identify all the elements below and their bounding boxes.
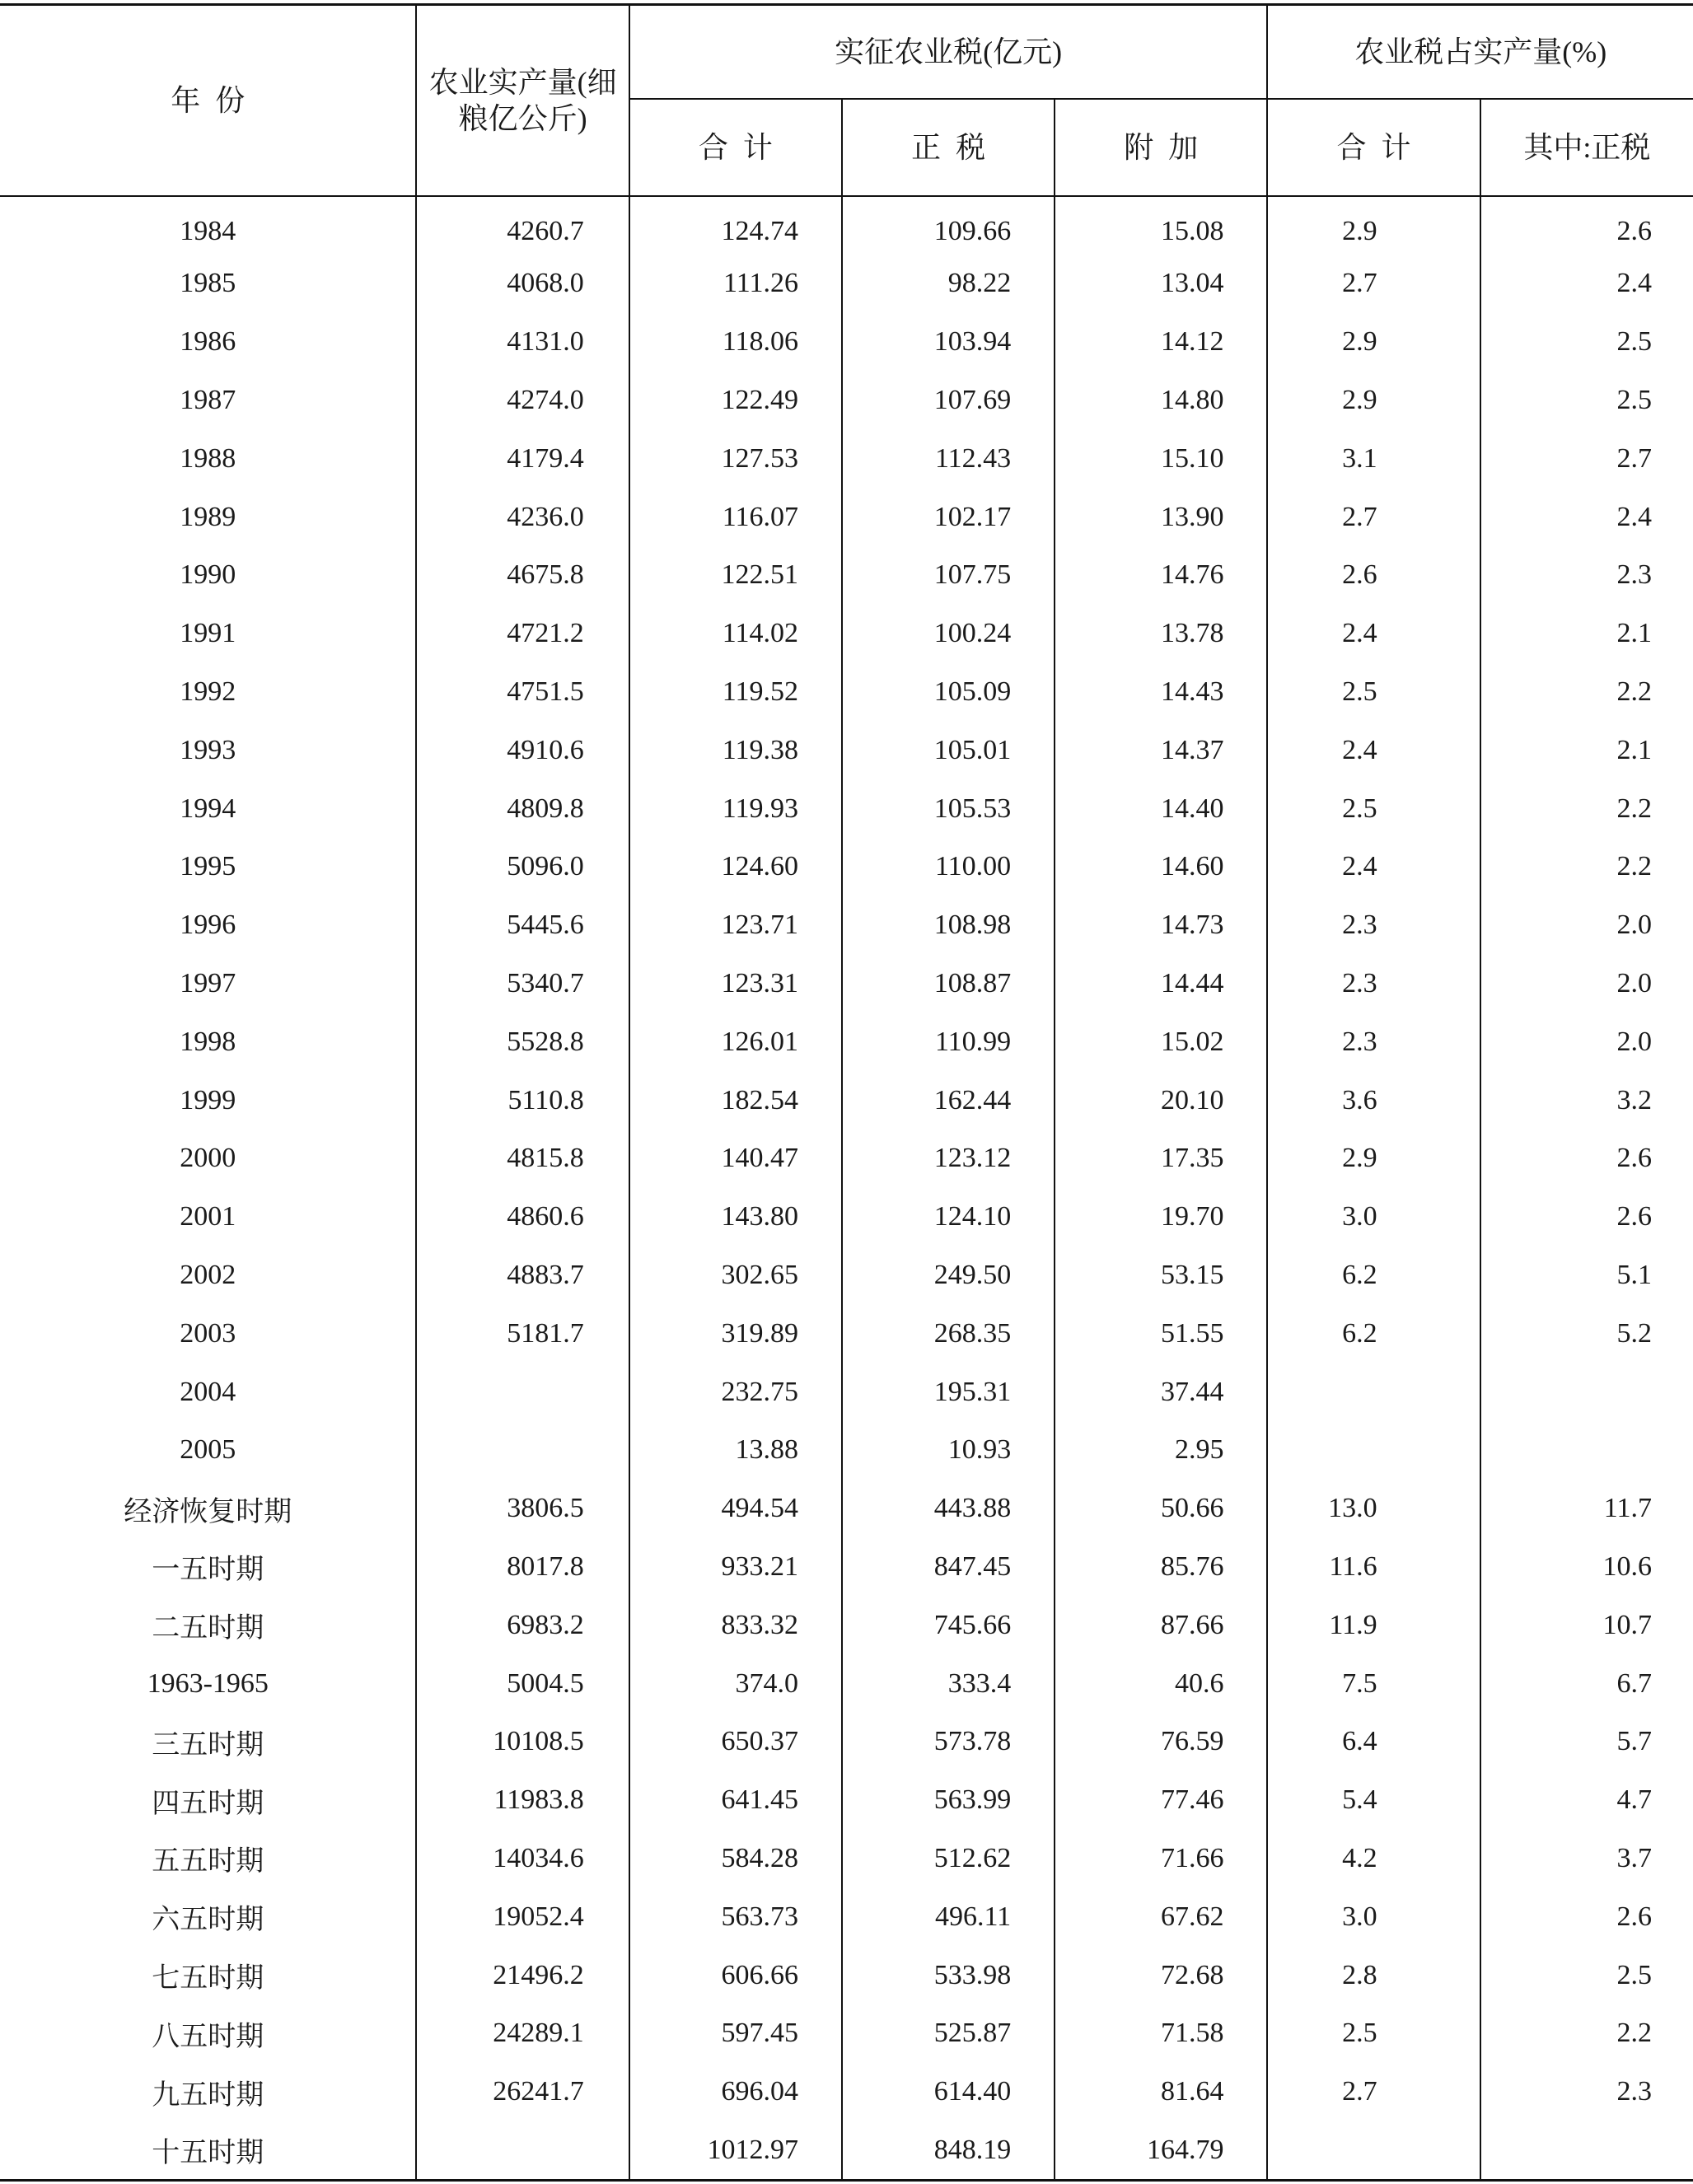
cell-tax-main: 563.99 bbox=[842, 1771, 1055, 1830]
cell-tax-surcharge: 15.10 bbox=[1055, 429, 1267, 488]
cell-ratio-total: 4.2 bbox=[1267, 1830, 1480, 1888]
cell-tax-surcharge: 77.46 bbox=[1055, 1771, 1267, 1830]
cell-output: 3806.5 bbox=[416, 1480, 629, 1538]
cell-year: 2001 bbox=[0, 1188, 416, 1246]
cell-output bbox=[416, 1363, 629, 1421]
cell-ratio-main: 2.0 bbox=[1480, 1012, 1693, 1071]
table-row bbox=[0, 1421, 1693, 1480]
cell-output: 8017.8 bbox=[416, 1538, 629, 1597]
cell-output: 5181.7 bbox=[416, 1304, 629, 1363]
header-ratio-main: 其中:正税 bbox=[1480, 99, 1693, 196]
table-row bbox=[0, 779, 1693, 838]
cell-tax-main: 108.98 bbox=[842, 896, 1055, 955]
cell-tax-surcharge: 50.66 bbox=[1055, 1480, 1267, 1538]
cell-ratio-main: 2.2 bbox=[1480, 663, 1693, 722]
cell-tax-total: 319.89 bbox=[629, 1304, 842, 1363]
cell-tax-total: 606.66 bbox=[629, 1946, 842, 2004]
cell-year: 1989 bbox=[0, 488, 416, 546]
table-row bbox=[0, 721, 1693, 779]
cell-ratio-main: 3.7 bbox=[1480, 1830, 1693, 1888]
cell-tax-main: 100.24 bbox=[842, 605, 1055, 663]
cell-ratio-total: 3.1 bbox=[1267, 429, 1480, 488]
cell-tax-total: 122.49 bbox=[629, 372, 842, 430]
cell-tax-main: 103.94 bbox=[842, 313, 1055, 372]
cell-tax-surcharge: 14.73 bbox=[1055, 896, 1267, 955]
cell-tax-surcharge: 14.76 bbox=[1055, 546, 1267, 605]
cell-year: 1984 bbox=[0, 196, 416, 255]
cell-ratio-main bbox=[1480, 1363, 1693, 1421]
cell-tax-main: 108.87 bbox=[842, 955, 1055, 1013]
table-row bbox=[0, 255, 1693, 313]
cell-output: 26241.7 bbox=[416, 2063, 629, 2121]
cell-tax-surcharge: 14.44 bbox=[1055, 955, 1267, 1013]
cell-tax-main: 573.78 bbox=[842, 1713, 1055, 1771]
cell-tax-total: 124.74 bbox=[629, 196, 842, 255]
cell-year: 1994 bbox=[0, 779, 416, 838]
table-row bbox=[0, 1596, 1693, 1654]
agricultural-tax-table bbox=[0, 3, 1693, 2182]
cell-tax-total: 122.51 bbox=[629, 546, 842, 605]
cell-tax-surcharge: 72.68 bbox=[1055, 1946, 1267, 2004]
cell-tax-surcharge: 14.12 bbox=[1055, 313, 1267, 372]
cell-ratio-main: 2.1 bbox=[1480, 605, 1693, 663]
cell-year: 九五时期 bbox=[0, 2063, 416, 2121]
cell-ratio-main: 5.7 bbox=[1480, 1713, 1693, 1771]
cell-ratio-total: 2.8 bbox=[1267, 1946, 1480, 2004]
table-row bbox=[0, 1538, 1693, 1597]
table-row bbox=[0, 1246, 1693, 1305]
cell-tax-surcharge: 19.70 bbox=[1055, 1188, 1267, 1246]
cell-tax-total: 140.47 bbox=[629, 1129, 842, 1188]
cell-ratio-total bbox=[1267, 1421, 1480, 1480]
cell-tax-surcharge: 71.66 bbox=[1055, 1830, 1267, 1888]
cell-ratio-main: 2.5 bbox=[1480, 372, 1693, 430]
cell-output: 21496.2 bbox=[416, 1946, 629, 2004]
cell-ratio-main: 2.0 bbox=[1480, 955, 1693, 1013]
cell-year: 三五时期 bbox=[0, 1713, 416, 1771]
cell-year: 五五时期 bbox=[0, 1830, 416, 1888]
cell-tax-main: 512.62 bbox=[842, 1830, 1055, 1888]
cell-tax-surcharge: 87.66 bbox=[1055, 1596, 1267, 1654]
cell-output: 4809.8 bbox=[416, 779, 629, 838]
cell-ratio-total: 2.6 bbox=[1267, 546, 1480, 605]
cell-year: 1963-1965 bbox=[0, 1654, 416, 1713]
cell-tax-main: 124.10 bbox=[842, 1188, 1055, 1246]
cell-tax-surcharge: 81.64 bbox=[1055, 2063, 1267, 2121]
cell-tax-total: 182.54 bbox=[629, 1071, 842, 1129]
cell-output: 4751.5 bbox=[416, 663, 629, 722]
cell-year: 2005 bbox=[0, 1421, 416, 1480]
table-row bbox=[0, 1830, 1693, 1888]
cell-year: 1999 bbox=[0, 1071, 416, 1129]
table-row bbox=[0, 2063, 1693, 2121]
table-row bbox=[0, 896, 1693, 955]
cell-ratio-main bbox=[1480, 1421, 1693, 1480]
cell-tax-total: 118.06 bbox=[629, 313, 842, 372]
cell-ratio-main: 2.3 bbox=[1480, 2063, 1693, 2121]
cell-ratio-total: 2.7 bbox=[1267, 488, 1480, 546]
cell-tax-total: 127.53 bbox=[629, 429, 842, 488]
cell-tax-main: 848.19 bbox=[842, 2121, 1055, 2181]
cell-ratio-main: 2.6 bbox=[1480, 196, 1693, 255]
cell-tax-surcharge: 14.37 bbox=[1055, 721, 1267, 779]
table-row bbox=[0, 196, 1693, 255]
cell-output: 11983.8 bbox=[416, 1771, 629, 1830]
cell-ratio-total: 2.9 bbox=[1267, 372, 1480, 430]
cell-output: 4815.8 bbox=[416, 1129, 629, 1188]
cell-output: 6983.2 bbox=[416, 1596, 629, 1654]
cell-tax-main: 496.11 bbox=[842, 1887, 1055, 1946]
cell-output: 4236.0 bbox=[416, 488, 629, 546]
cell-tax-surcharge: 67.62 bbox=[1055, 1887, 1267, 1946]
table-header bbox=[0, 5, 1693, 197]
cell-ratio-main: 10.7 bbox=[1480, 1596, 1693, 1654]
cell-year: 2000 bbox=[0, 1129, 416, 1188]
cell-output: 5110.8 bbox=[416, 1071, 629, 1129]
cell-ratio-main: 4.7 bbox=[1480, 1771, 1693, 1830]
cell-tax-surcharge: 14.60 bbox=[1055, 838, 1267, 896]
cell-tax-surcharge: 17.35 bbox=[1055, 1129, 1267, 1188]
cell-tax-surcharge: 14.43 bbox=[1055, 663, 1267, 722]
table-row bbox=[0, 1363, 1693, 1421]
cell-ratio-total: 11.6 bbox=[1267, 1538, 1480, 1597]
cell-tax-main: 249.50 bbox=[842, 1246, 1055, 1305]
cell-year: 1997 bbox=[0, 955, 416, 1013]
cell-tax-total: 119.52 bbox=[629, 663, 842, 722]
table-row bbox=[0, 1480, 1693, 1538]
cell-tax-total: 111.26 bbox=[629, 255, 842, 313]
table-row bbox=[0, 2004, 1693, 2063]
cell-ratio-main: 2.2 bbox=[1480, 2004, 1693, 2063]
cell-ratio-total: 2.5 bbox=[1267, 663, 1480, 722]
cell-ratio-main: 2.4 bbox=[1480, 255, 1693, 313]
cell-output: 4274.0 bbox=[416, 372, 629, 430]
cell-ratio-main: 2.0 bbox=[1480, 896, 1693, 955]
cell-year: 1992 bbox=[0, 663, 416, 722]
table-row bbox=[0, 1071, 1693, 1129]
cell-tax-main: 443.88 bbox=[842, 1480, 1055, 1538]
cell-tax-main: 268.35 bbox=[842, 1304, 1055, 1363]
cell-tax-main: 112.43 bbox=[842, 429, 1055, 488]
cell-tax-surcharge: 37.44 bbox=[1055, 1363, 1267, 1421]
cell-tax-surcharge: 71.58 bbox=[1055, 2004, 1267, 2063]
cell-tax-surcharge: 20.10 bbox=[1055, 1071, 1267, 1129]
cell-tax-total: 563.73 bbox=[629, 1887, 842, 1946]
cell-year: 一五时期 bbox=[0, 1538, 416, 1597]
cell-year: 2002 bbox=[0, 1246, 416, 1305]
cell-tax-surcharge: 2.95 bbox=[1055, 1421, 1267, 1480]
cell-tax-total: 123.31 bbox=[629, 955, 842, 1013]
cell-tax-total: 696.04 bbox=[629, 2063, 842, 2121]
cell-ratio-total: 2.3 bbox=[1267, 896, 1480, 955]
cell-output: 10108.5 bbox=[416, 1713, 629, 1771]
cell-output: 4131.0 bbox=[416, 313, 629, 372]
cell-output: 4883.7 bbox=[416, 1246, 629, 1305]
cell-ratio-main: 2.5 bbox=[1480, 1946, 1693, 2004]
cell-ratio-main: 5.1 bbox=[1480, 1246, 1693, 1305]
cell-ratio-total: 6.2 bbox=[1267, 1246, 1480, 1305]
cell-tax-surcharge: 15.08 bbox=[1055, 196, 1267, 255]
cell-output: 5096.0 bbox=[416, 838, 629, 896]
table-body bbox=[0, 196, 1693, 2181]
table-row bbox=[0, 1771, 1693, 1830]
table-row bbox=[0, 1188, 1693, 1246]
table-row bbox=[0, 605, 1693, 663]
table-row bbox=[0, 1012, 1693, 1071]
cell-output: 19052.4 bbox=[416, 1887, 629, 1946]
cell-ratio-main: 3.2 bbox=[1480, 1071, 1693, 1129]
cell-tax-main: 98.22 bbox=[842, 255, 1055, 313]
cell-tax-total: 584.28 bbox=[629, 1830, 842, 1888]
table-row bbox=[0, 313, 1693, 372]
cell-ratio-main: 2.3 bbox=[1480, 546, 1693, 605]
cell-tax-total: 119.38 bbox=[629, 721, 842, 779]
cell-output bbox=[416, 2121, 629, 2181]
cell-ratio-total: 6.4 bbox=[1267, 1713, 1480, 1771]
cell-year: 七五时期 bbox=[0, 1946, 416, 2004]
cell-tax-total: 143.80 bbox=[629, 1188, 842, 1246]
cell-tax-surcharge: 76.59 bbox=[1055, 1713, 1267, 1771]
cell-ratio-total bbox=[1267, 1363, 1480, 1421]
cell-output: 5445.6 bbox=[416, 896, 629, 955]
cell-ratio-main: 11.7 bbox=[1480, 1480, 1693, 1538]
cell-year: 十五时期 bbox=[0, 2121, 416, 2181]
cell-ratio-main: 2.1 bbox=[1480, 721, 1693, 779]
table-row bbox=[0, 1946, 1693, 2004]
cell-year: 2004 bbox=[0, 1363, 416, 1421]
cell-ratio-total: 2.7 bbox=[1267, 2063, 1480, 2121]
header-output: 农业实产量(细粮亿公斤) bbox=[416, 5, 629, 197]
cell-output: 5340.7 bbox=[416, 955, 629, 1013]
cell-output: 4910.6 bbox=[416, 721, 629, 779]
cell-tax-total: 123.71 bbox=[629, 896, 842, 955]
cell-ratio-total: 2.9 bbox=[1267, 313, 1480, 372]
cell-output: 24289.1 bbox=[416, 2004, 629, 2063]
cell-tax-main: 162.44 bbox=[842, 1071, 1055, 1129]
cell-output: 4860.6 bbox=[416, 1188, 629, 1246]
cell-ratio-total: 2.9 bbox=[1267, 1129, 1480, 1188]
cell-tax-main: 10.93 bbox=[842, 1421, 1055, 1480]
cell-year: 1986 bbox=[0, 313, 416, 372]
cell-ratio-main: 5.2 bbox=[1480, 1304, 1693, 1363]
cell-ratio-total: 2.5 bbox=[1267, 2004, 1480, 2063]
cell-year: 六五时期 bbox=[0, 1887, 416, 1946]
cell-tax-total: 597.45 bbox=[629, 2004, 842, 2063]
cell-ratio-main: 6.7 bbox=[1480, 1654, 1693, 1713]
cell-year: 1993 bbox=[0, 721, 416, 779]
cell-ratio-main: 2.6 bbox=[1480, 1188, 1693, 1246]
cell-ratio-total: 2.5 bbox=[1267, 779, 1480, 838]
cell-year: 2003 bbox=[0, 1304, 416, 1363]
cell-tax-main: 110.00 bbox=[842, 838, 1055, 896]
cell-ratio-total: 6.2 bbox=[1267, 1304, 1480, 1363]
table-row bbox=[0, 838, 1693, 896]
cell-ratio-total: 11.9 bbox=[1267, 1596, 1480, 1654]
table-row bbox=[0, 1304, 1693, 1363]
cell-tax-main: 102.17 bbox=[842, 488, 1055, 546]
table-row bbox=[0, 1887, 1693, 1946]
cell-tax-main: 105.53 bbox=[842, 779, 1055, 838]
header-tax-group: 实征农业税(亿元) bbox=[629, 5, 1268, 100]
cell-output: 4260.7 bbox=[416, 196, 629, 255]
cell-ratio-main: 2.5 bbox=[1480, 313, 1693, 372]
table-row bbox=[0, 488, 1693, 546]
cell-tax-total: 124.60 bbox=[629, 838, 842, 896]
header-tax-total: 合 计 bbox=[629, 99, 842, 196]
cell-tax-main: 333.4 bbox=[842, 1654, 1055, 1713]
cell-tax-total: 833.32 bbox=[629, 1596, 842, 1654]
cell-year: 1987 bbox=[0, 372, 416, 430]
cell-ratio-main: 2.2 bbox=[1480, 838, 1693, 896]
table-row bbox=[0, 1713, 1693, 1771]
cell-year: 1990 bbox=[0, 546, 416, 605]
cell-ratio-total: 2.9 bbox=[1267, 196, 1480, 255]
table-row bbox=[0, 429, 1693, 488]
cell-tax-surcharge: 13.04 bbox=[1055, 255, 1267, 313]
header-tax-surcharge: 附 加 bbox=[1055, 99, 1267, 196]
cell-tax-surcharge: 15.02 bbox=[1055, 1012, 1267, 1071]
cell-tax-total: 494.54 bbox=[629, 1480, 842, 1538]
cell-year: 四五时期 bbox=[0, 1771, 416, 1830]
cell-ratio-main: 2.6 bbox=[1480, 1887, 1693, 1946]
cell-ratio-main: 2.6 bbox=[1480, 1129, 1693, 1188]
table-row bbox=[0, 663, 1693, 722]
cell-tax-total: 650.37 bbox=[629, 1713, 842, 1771]
cell-tax-main: 110.99 bbox=[842, 1012, 1055, 1071]
cell-ratio-main bbox=[1480, 2121, 1693, 2181]
cell-tax-main: 105.09 bbox=[842, 663, 1055, 722]
table-row bbox=[0, 1654, 1693, 1713]
cell-tax-total: 1012.97 bbox=[629, 2121, 842, 2181]
header-tax-main: 正 税 bbox=[842, 99, 1055, 196]
cell-tax-main: 109.66 bbox=[842, 196, 1055, 255]
cell-year: 1998 bbox=[0, 1012, 416, 1071]
cell-output: 5004.5 bbox=[416, 1654, 629, 1713]
cell-tax-total: 933.21 bbox=[629, 1538, 842, 1597]
cell-ratio-main: 2.4 bbox=[1480, 488, 1693, 546]
cell-year: 1985 bbox=[0, 255, 416, 313]
cell-year: 1988 bbox=[0, 429, 416, 488]
cell-tax-main: 614.40 bbox=[842, 2063, 1055, 2121]
cell-tax-total: 116.07 bbox=[629, 488, 842, 546]
cell-output: 4675.8 bbox=[416, 546, 629, 605]
cell-ratio-total: 3.0 bbox=[1267, 1188, 1480, 1246]
cell-output bbox=[416, 1421, 629, 1480]
cell-ratio-main: 2.2 bbox=[1480, 779, 1693, 838]
cell-ratio-total: 2.3 bbox=[1267, 1012, 1480, 1071]
cell-tax-total: 126.01 bbox=[629, 1012, 842, 1071]
cell-tax-total: 114.02 bbox=[629, 605, 842, 663]
cell-year: 1991 bbox=[0, 605, 416, 663]
cell-tax-total: 232.75 bbox=[629, 1363, 842, 1421]
cell-year: 二五时期 bbox=[0, 1596, 416, 1654]
cell-ratio-total: 3.6 bbox=[1267, 1071, 1480, 1129]
cell-tax-surcharge: 164.79 bbox=[1055, 2121, 1267, 2181]
cell-output: 14034.6 bbox=[416, 1830, 629, 1888]
cell-tax-surcharge: 53.15 bbox=[1055, 1246, 1267, 1305]
cell-output: 4721.2 bbox=[416, 605, 629, 663]
cell-tax-main: 847.45 bbox=[842, 1538, 1055, 1597]
cell-ratio-main: 2.7 bbox=[1480, 429, 1693, 488]
cell-ratio-total bbox=[1267, 2121, 1480, 2181]
header-year: 年 份 bbox=[0, 5, 416, 197]
cell-tax-surcharge: 14.40 bbox=[1055, 779, 1267, 838]
cell-year: 1995 bbox=[0, 838, 416, 896]
cell-output: 4179.4 bbox=[416, 429, 629, 488]
cell-tax-surcharge: 13.90 bbox=[1055, 488, 1267, 546]
table-row bbox=[0, 955, 1693, 1013]
cell-tax-total: 641.45 bbox=[629, 1771, 842, 1830]
cell-tax-surcharge: 85.76 bbox=[1055, 1538, 1267, 1597]
cell-output: 5528.8 bbox=[416, 1012, 629, 1071]
cell-ratio-total: 2.3 bbox=[1267, 955, 1480, 1013]
cell-tax-total: 374.0 bbox=[629, 1654, 842, 1713]
header-ratio-group: 农业税占实产量(%) bbox=[1267, 5, 1693, 100]
cell-output: 4068.0 bbox=[416, 255, 629, 313]
cell-ratio-total: 3.0 bbox=[1267, 1887, 1480, 1946]
cell-year: 1996 bbox=[0, 896, 416, 955]
cell-ratio-total: 2.4 bbox=[1267, 721, 1480, 779]
header-ratio-total: 合 计 bbox=[1267, 99, 1480, 196]
cell-ratio-total: 7.5 bbox=[1267, 1654, 1480, 1713]
cell-tax-main: 107.75 bbox=[842, 546, 1055, 605]
cell-year: 八五时期 bbox=[0, 2004, 416, 2063]
cell-tax-total: 119.93 bbox=[629, 779, 842, 838]
table-row bbox=[0, 546, 1693, 605]
cell-ratio-total: 2.4 bbox=[1267, 605, 1480, 663]
cell-tax-main: 195.31 bbox=[842, 1363, 1055, 1421]
cell-ratio-total: 2.7 bbox=[1267, 255, 1480, 313]
cell-tax-total: 13.88 bbox=[629, 1421, 842, 1480]
cell-tax-surcharge: 51.55 bbox=[1055, 1304, 1267, 1363]
cell-tax-main: 525.87 bbox=[842, 2004, 1055, 2063]
cell-tax-main: 107.69 bbox=[842, 372, 1055, 430]
table-row bbox=[0, 2121, 1693, 2181]
cell-tax-main: 745.66 bbox=[842, 1596, 1055, 1654]
cell-ratio-total: 2.4 bbox=[1267, 838, 1480, 896]
table-row bbox=[0, 372, 1693, 430]
cell-ratio-total: 13.0 bbox=[1267, 1480, 1480, 1538]
cell-year: 经济恢复时期 bbox=[0, 1480, 416, 1538]
cell-tax-main: 533.98 bbox=[842, 1946, 1055, 2004]
cell-ratio-total: 5.4 bbox=[1267, 1771, 1480, 1830]
cell-tax-surcharge: 40.6 bbox=[1055, 1654, 1267, 1713]
cell-ratio-main: 10.6 bbox=[1480, 1538, 1693, 1597]
cell-tax-main: 105.01 bbox=[842, 721, 1055, 779]
cell-tax-surcharge: 13.78 bbox=[1055, 605, 1267, 663]
cell-tax-main: 123.12 bbox=[842, 1129, 1055, 1188]
cell-tax-surcharge: 14.80 bbox=[1055, 372, 1267, 430]
cell-tax-total: 302.65 bbox=[629, 1246, 842, 1305]
table-row bbox=[0, 1129, 1693, 1188]
